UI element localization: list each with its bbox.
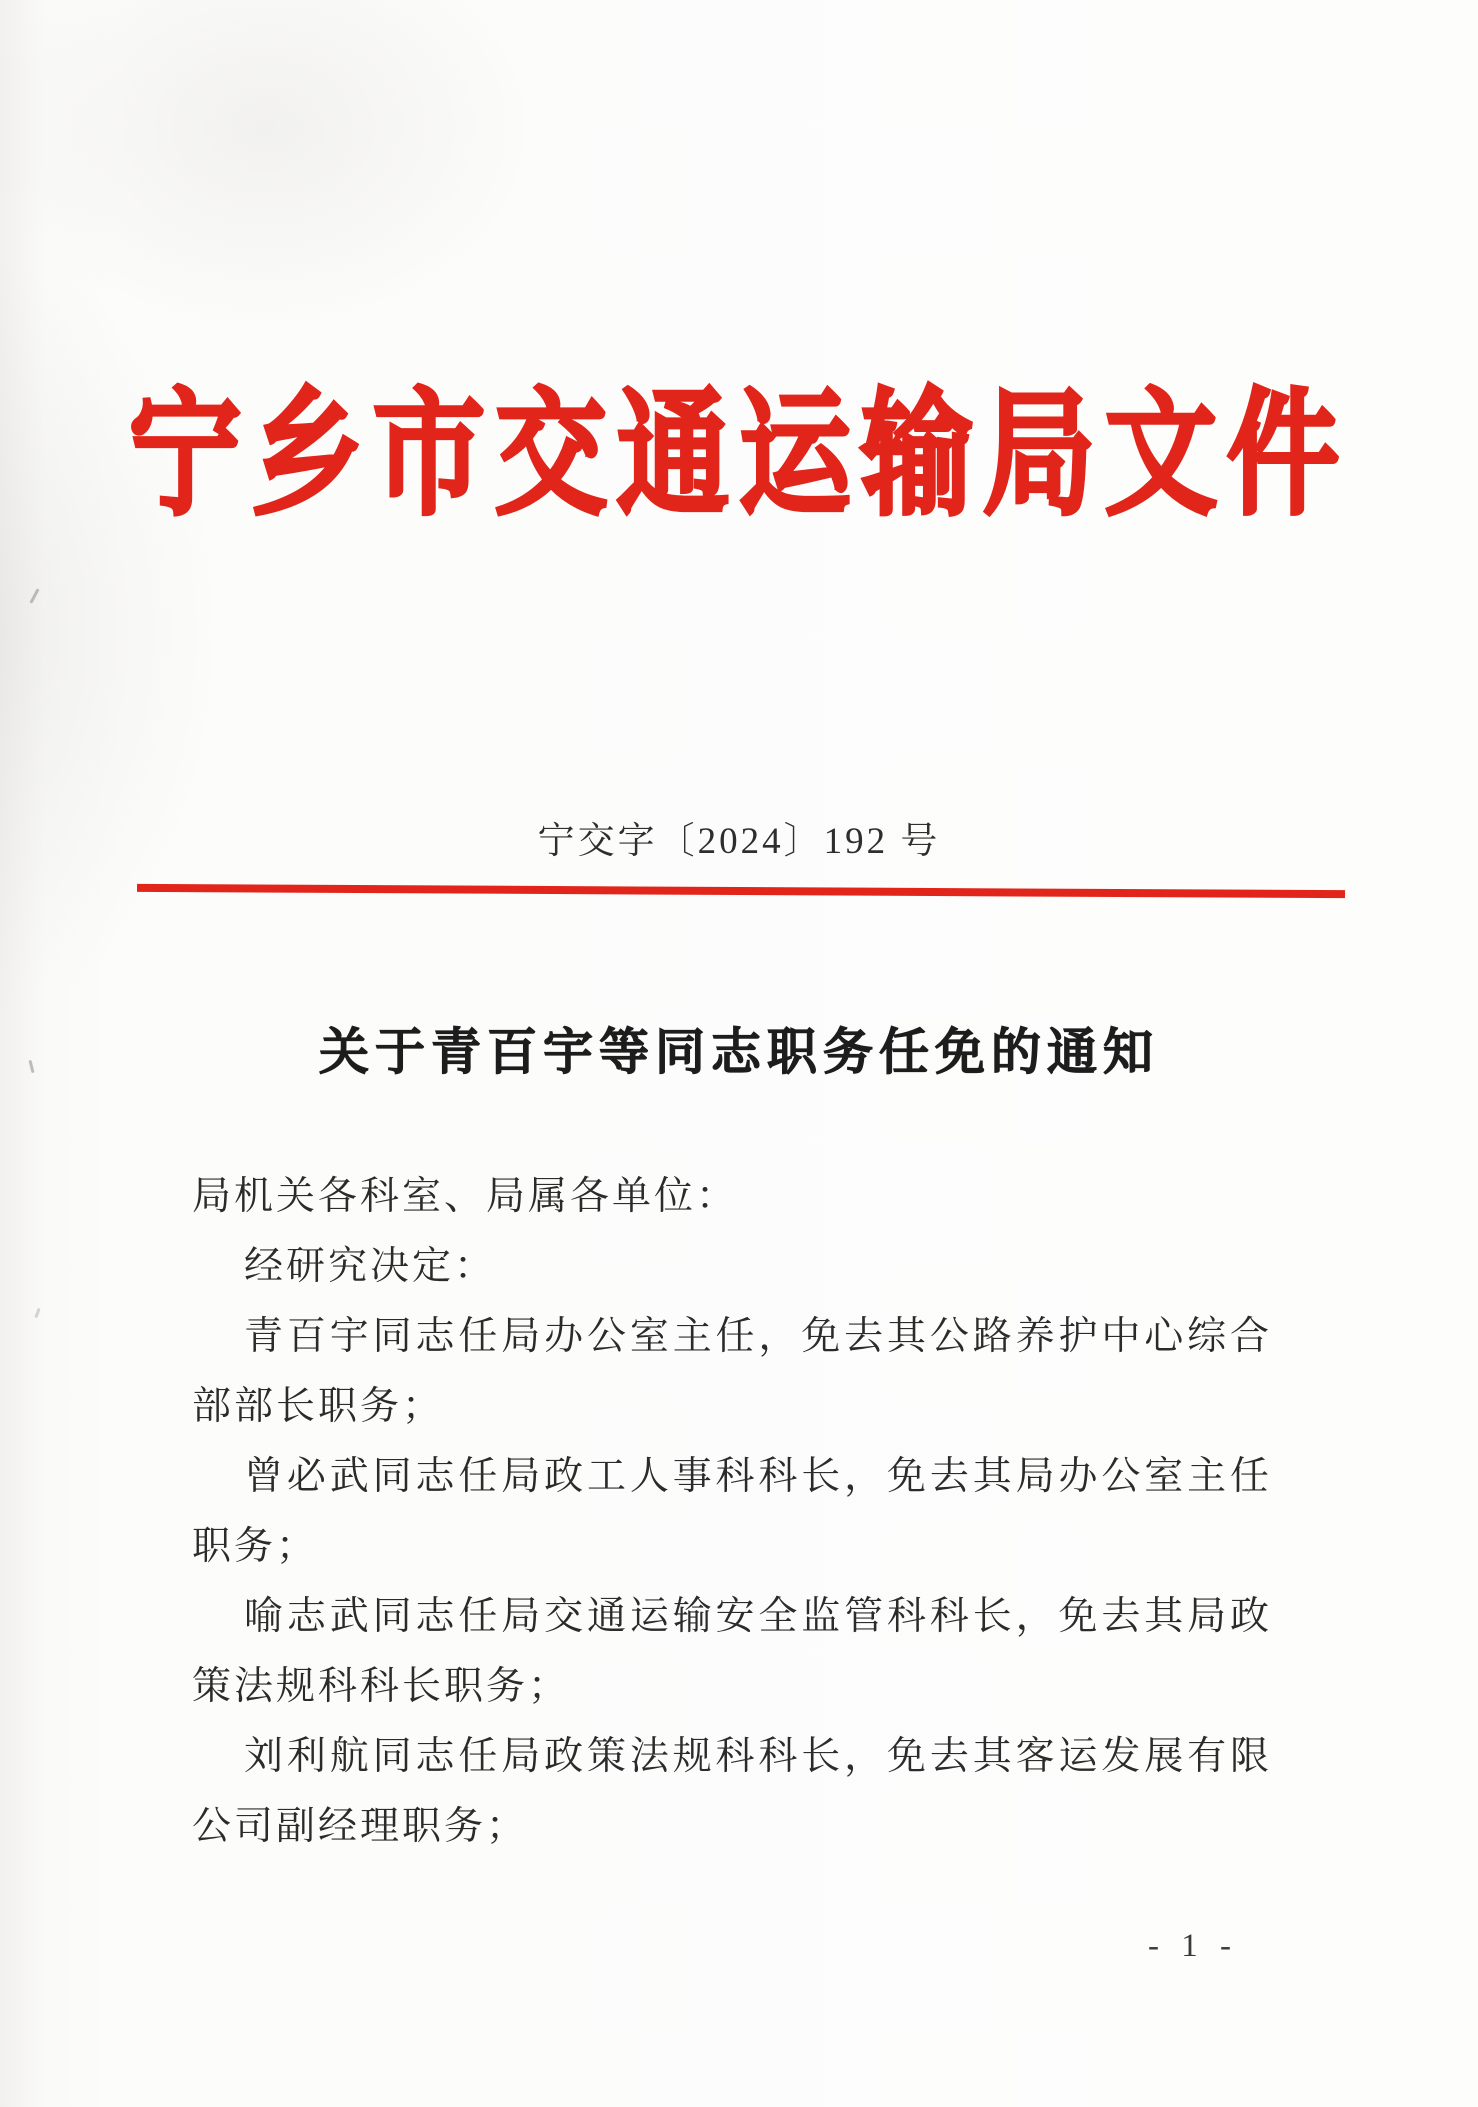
body-paragraph: 青百宇同志任局办公室主任，免去其公路养护中心综合部部长职务； [192,1315,1272,1428]
page-number: - 1 - [1148,1928,1238,1964]
body-salutation: 局机关各科室、局属各单位： [192,1175,739,1218]
body-paragraph: 喻志武同志任局交通运输安全监管科科长，免去其局政策法规科科长职务； [192,1595,1272,1708]
scan-artifact [29,588,39,604]
document-body [192,1162,1272,1862]
body-paragraph: 刘利航同志任局政策法规科科长，免去其客运发展有限公司副经理职务； [192,1735,1272,1848]
scan-artifact [34,1308,40,1318]
document-title: 关于青百宇等同志职务任免的通知 [319,1024,1159,1080]
body-paragraph: 经研究决定： [244,1245,497,1288]
letterhead-red-divider [137,884,1345,898]
agency-letterhead-title: 宁乡市交通运输局文件 [129,380,1349,532]
body-paragraph: 曾必武同志任局政工人事科科长，免去其局办公室主任职务； [192,1455,1272,1568]
document-reference-number: 宁交字〔2024〕192 号 [537,821,941,862]
